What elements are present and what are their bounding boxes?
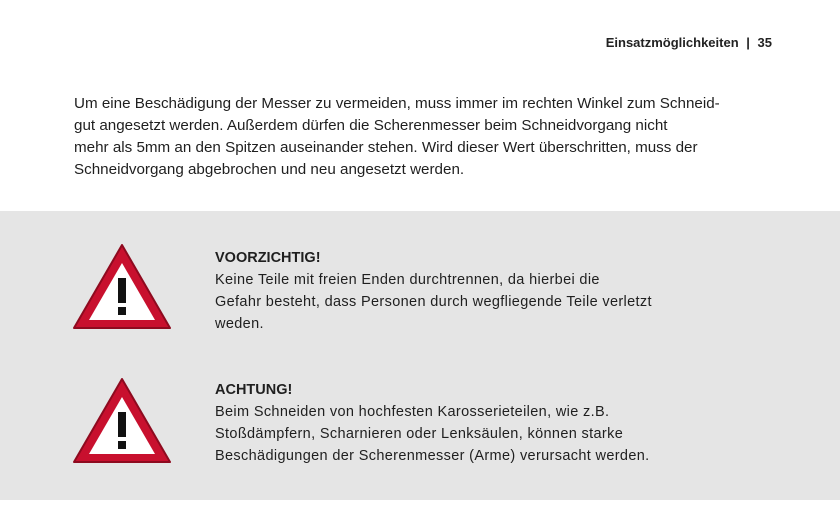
- page-header: [606, 35, 772, 50]
- intro-line: mehr als 5mm an den Spitzen auseinander stehen. Wird dieser Wert überschritten, muss der: [74, 139, 698, 156]
- intro-paragraph: [74, 93, 774, 181]
- warning-line: Beschädigungen der Scherenmesser (Arme) verursacht werden.: [215, 448, 650, 464]
- warning-text: [215, 247, 652, 335]
- warning-line: Stoßdämpfern, Scharnieren oder Lenksäulen, können starke: [215, 426, 624, 442]
- section-title: Einsatzmöglichkeiten: [605, 35, 739, 50]
- header-separator: |: [746, 35, 750, 50]
- intro-line: gut angesetzt werden. Außerdem dürfen die Scherenmesser beim Schneidvorgang nicht: [74, 117, 668, 134]
- warning-line: Keine Teile mit freien Enden durchtrennen, da hierbei die: [215, 272, 600, 288]
- warning-title: ACHTUNG!: [215, 382, 293, 398]
- intro-line: Schneidvorgang abgebrochen und neu angesetzt werden.: [74, 161, 465, 178]
- warning-line: Beim Schneiden von hochfesten Karosserieteilen, wie z.B.: [215, 404, 610, 420]
- warning-line: weden.: [215, 316, 264, 332]
- intro-line: Um eine Beschädigung der Messer zu vermeiden, muss immer im rechten Winkel zum Schneid-: [74, 95, 720, 112]
- warning-title: VOORZICHTIG!: [215, 250, 321, 266]
- page-number: 35: [757, 35, 772, 50]
- warning-panel: [0, 211, 840, 500]
- warning-triangle-icon: [71, 375, 173, 465]
- warning-triangle-icon: [71, 241, 173, 331]
- warning-line: Gefahr besteht, dass Personen durch wegfliegende Teile verletzt: [215, 294, 652, 310]
- warning-text: [215, 379, 650, 467]
